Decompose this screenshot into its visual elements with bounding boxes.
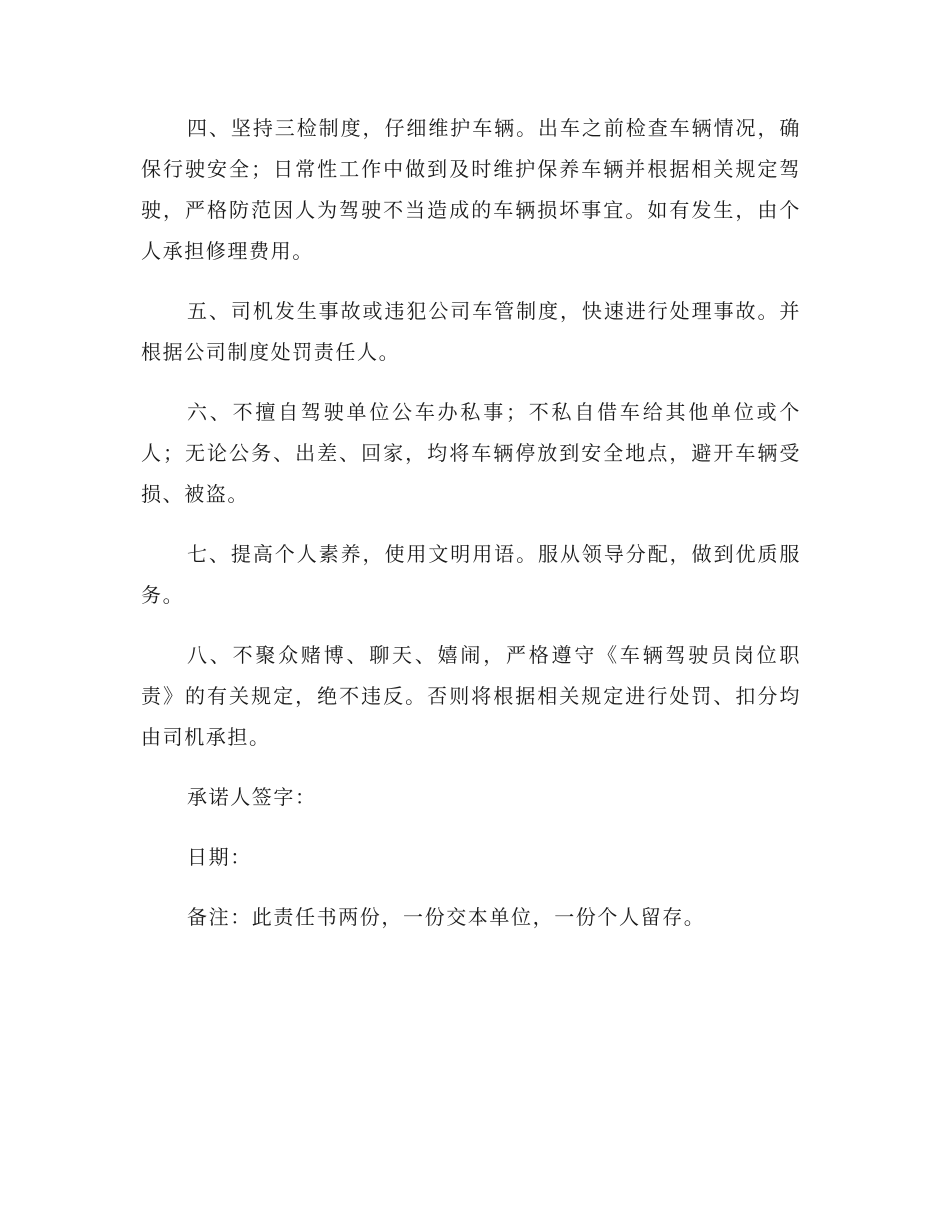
clause-six: 六、不擅自驾驶单位公车办私事；不私自借车给其他单位或个人；无论公务、出差、回家，均将车辆停放到安全地点，避开车辆受损、被盗。 [141, 400, 801, 506]
signature-label: 承诺人签字： [187, 785, 317, 809]
clause-seven: 七、提高个人素养，使用文明用语。服从领导分配，做到优质服务。 [141, 542, 801, 607]
clause-five: 五、司机发生事故或违犯公司车管制度，快速进行处理事故。并根据公司制度处罚责任人。 [141, 299, 801, 364]
document-body [141, 108, 801, 957]
clause-eight: 八、不聚众赌博、聊天、嬉闹，严格遵守《车辆驾驶员岗位职责》的有关规定，绝不违反。否则将根据相关规定进行处罚、扣分均由司机承担。 [141, 643, 801, 749]
note-text: 备注：此责任书两份，一份交本单位，一份个人留存。 [187, 905, 706, 929]
clause-four: 四、坚持三检制度，仔细维护车辆。出车之前检查车辆情况，确保行驶安全；日常性工作中做到及时维护保养车辆并根据相关规定驾驶，严格防范因人为驾驶不当造成的车辆损坏事宜。如有发生，由个人承担修理费用。 [141, 116, 801, 263]
date-label: 日期： [187, 845, 252, 869]
